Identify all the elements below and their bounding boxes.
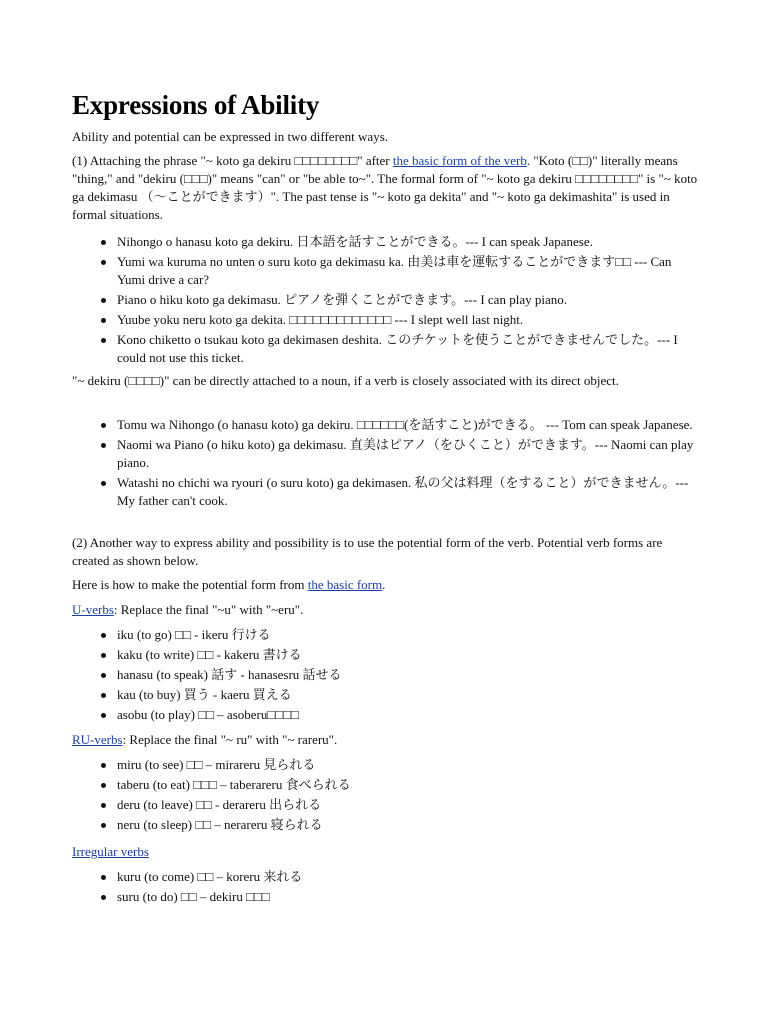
intro-paragraph: Ability and potential can be expressed in two different ways. [72, 129, 389, 144]
uverbs-list [72, 626, 700, 726]
howto-paragraph [72, 576, 700, 594]
noun-paragraph: "~ dekiru (□□□□)" can be directly attached to a noun, if a verb is closely associated with its direct object. [72, 373, 619, 388]
list-item: Nihongo o hanasu koto ga dekiru. 日本語を話すことができる。--- I can speak Japanese. [72, 233, 700, 251]
u-verbs-link[interactable]: U-verbs [72, 602, 114, 617]
list-item: asobu (to play) □□ – asoberu□□□□ [72, 706, 700, 724]
basic-form-link[interactable]: the basic form [307, 577, 383, 592]
list-item: kuru (to come) □□ – koreru 来れる [72, 868, 700, 886]
list-item: kau (to buy) 買う - kaeru 買える [72, 686, 700, 704]
list-item: hanasu (to speak) 話す - hanasesru 話せる [72, 666, 700, 684]
list-item: suru (to do) □□ – dekiru □□□ [72, 888, 700, 906]
basic-form-of-verb-link[interactable]: the basic form of the verb [392, 153, 527, 168]
section1-text-after: . "Koto (□□)" literally means "thing," and "dekiru (□□□)" means "can" or "be able to~". The formal form of "~ koto ga dekiru □□□□□□□□" is "~ koto ga dekimasu （〜ことができます）". The past tense is "~ koto ga dekita" and "~ koto ga dekimashita" is used in formal situations. [72, 153, 698, 222]
list-item: Piano o hiku koto ga dekimasu. ピアノを弾くことができます。--- I can play piano. [72, 291, 700, 309]
ruverbs-heading [72, 731, 700, 749]
list-item: deru (to leave) □□ - derareru 出られる [72, 796, 700, 814]
list-item: kaku (to write) □□ - kakeru 書ける [72, 646, 700, 664]
list-item: iku (to go) □□ - ikeru 行ける [72, 626, 700, 644]
list-item: Yumi wa kuruma no unten o suru koto ga dekimasu ka. 由美は車を運転することができます□□ --- Can Yumi drive a car? [72, 253, 700, 289]
irregular-list [72, 868, 700, 908]
ru-verbs-link[interactable]: RU-verbs [72, 732, 123, 747]
list-item: Yuube yoku neru koto ga dekita. □□□□□□□□□□□□□ --- I slept well last night. [72, 311, 700, 329]
examples-list-2 [72, 416, 700, 512]
uverbs-heading [72, 601, 700, 619]
ruverbs-list [72, 756, 700, 836]
uverbs-rule: : Replace the final "~u" with "~eru". [113, 602, 304, 617]
list-item: neru (to sleep) □□ – nerareru 寝られる [72, 816, 700, 834]
list-item: Naomi wa Piano (o hiku koto) ga dekimasu. 直美はピアノ（をひくこと）ができます。--- Naomi can play piano. [72, 436, 700, 472]
section1-text-before: (1) Attaching the phrase "~ koto ga dekiru □□□□□□□□" after [72, 153, 393, 168]
howto-text-after: . [382, 577, 386, 592]
ruverbs-rule: : Replace the final "~ ru" with "~ rareru". [122, 732, 338, 747]
list-item: taberu (to eat) □□□ – taberareru 食べられる [72, 776, 700, 794]
list-item: Watashi no chichi wa ryouri (o suru koto) ga dekimasen. 私の父は料理（をすること）ができません。--- My father can't cook. [72, 474, 700, 510]
irregular-heading [72, 843, 700, 861]
examples-list-1 [72, 233, 700, 369]
section2-paragraph: (2) Another way to express ability and possibility is to use the potential form of the verb. Potential verb forms are created as shown below. [72, 535, 663, 568]
section1-paragraph [72, 152, 700, 224]
howto-text-before: Here is how to make the potential form from [72, 577, 308, 592]
list-item: Tomu wa Nihongo (o hanasu koto) ga dekiru. □□□□□□(を話すこと)ができる。 --- Tom can speak Japanese. [72, 416, 700, 434]
page-title: Expressions of Ability [72, 90, 320, 120]
irregular-verbs-link[interactable]: Irregular verbs [72, 844, 149, 859]
list-item: Kono chiketto o tsukau koto ga dekimasen deshita. このチケットを使うことができませんでした。--- I could not use this ticket. [72, 331, 700, 367]
list-item: miru (to see) □□ – mirareru 見られる [72, 756, 700, 774]
